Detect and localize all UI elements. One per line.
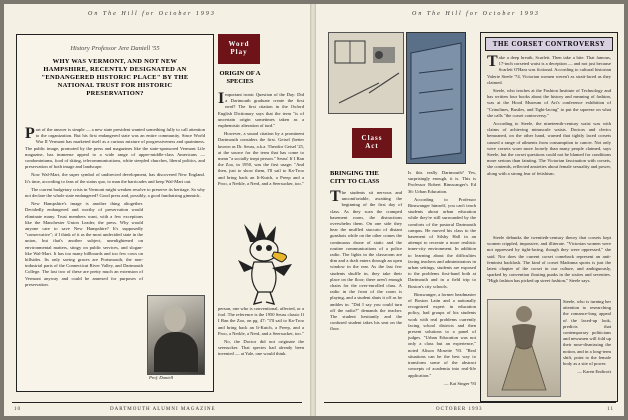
word-play-body [218,92,304,227]
class-act-dropcap: T [330,190,341,205]
word-play-tag [218,34,260,64]
left-page [4,4,310,416]
right-footer-rule [324,402,616,403]
left-footer-rule [12,402,302,403]
word-play-subtitle: ORIGIN OF A SPECIES [219,70,261,85]
corset-dropcap: T [487,55,498,70]
word-play-dropcap: I [218,92,225,107]
corset-story-box [480,32,618,402]
class-act-body [330,190,402,400]
corset-body [487,55,611,235]
corset-title: THE CORSET CONTROVERSY [485,37,613,51]
portrait-face [164,306,186,332]
portrait-body [154,332,198,372]
class-act-tag-line: Class [361,134,383,142]
word-play-paragraph: mportant ironic Question of the Day: Did a Dartmouth graduate create the first nerd? The first citation in the Oxford English Dictionary says that the term "is of uncertain origin sometimes taken as a euphemistic alteration of turd." [218,92,304,129]
blue-sketch-illustration [406,32,466,164]
corset-paragraph: ake a deep breath, Scarlett. Then take a bite. That famous, 17-inch corseted waist is a deception — and not just because Scarlett O'Hara was fictional. According to cultural historian Valerie Steele '74, Victorian women weren't as strait-laced as they claimed. [487,55,611,85]
left-folio: 10 [14,407,21,412]
creature-body [252,262,276,292]
class-act-subtitle: BRINGING THE CITY TO CLASS [330,170,380,185]
preservation-paragraph: Now Wal-Mart, the super symbol of undirected development, has discovered New England. It's time, according to fans of the status quo, to man the barricades and keep Wal-Mart out. [25,172,205,184]
right-folio: 11 [607,407,614,412]
cartoon-creature-illustration [236,222,310,306]
class-act-tag-line: Act [365,142,379,150]
corset-photo [487,299,561,397]
right-page [316,4,624,416]
blue-sketch-icon [407,33,465,163]
class-act-paragraph: he students sit nervous and uncomfortable, awaiting the beginning of the first day of class. As they scan the cramped basement room, the distractions overwhelm them. On one side they hear the muffled staccato of distant gunshots while on the other comes the continuous drone of static and the routine communications of a police radio. The lights in the classroom are dim and a draft enters through an open window in the rear. As the last few students shuffle in, they take their place on the floor; there aren't enough chairs for the over-enrolled class. A radio in the front of the room is playing, and a student shuts it off as he ambles in. "Did I say you could turn off the radio?" demands the teacher. The student hesitantly and the confused student takes his seat on the floor. [330,190,402,332]
word-play-paragraph: No, the Doctor did not originate the seersucker. That species had already been invented — at Yale, one would think. [218,339,304,357]
creature-legs [254,292,274,304]
photo-caption: Prof. Daniell [149,375,174,380]
corset-paragraph: Steele, who teaches at the Fashion Institute of Technology and has written four books about the history and meaning of fashion, was at the Hood Museum of Art's conference exhibition of "Crinolines, Bustles, and Tight-lacing" to put the squeeze on what she calls "the corset controversy." [487,88,611,118]
left-magazine-name: DARTMOUTH ALUMNI MAGAZINE [110,407,216,412]
word-play-tag-line: Play [230,48,248,56]
corset-figure-icon [488,300,560,396]
classroom-drawing [328,32,404,114]
corset-paragraph: Steele debunks the twentieth-century theory that corsets kept women crippled, impassive, and illiterate. "Victorian women were not oppressed by tight-lacing, though they were oppressed," she said. Nor does the current corset comeback represent an anti-feminist backlash. The kind of corset Madonna sports is just the latest chapter of the corset in our culture, and ambiguously, sparked by convention flouting punks in the sixties and seventies. "High fashion has picked up street fashion," Steele says. [487,235,611,284]
preservation-deck: WHY WAS VERMONT, AND NOT NEW HAMPSHIRE, RECENTLY DESIGNATED AN "ENDANGERED HISTORIC PLACE" BY THE NATIONAL TRUST FOR HISTORIC PRESERVATION? [41,58,189,97]
class-act-byline: — Kai Singer '93 [443,380,476,386]
word-play-paragraph: However, a sound citation by a prominent Dartmouth considers the first. Geisel (better known as Dr. Seuss, a.k.a. Theodor Geisel '25, at the source for the term that has come to mean "a socially inept person." Seuss' If I Ran the Zoo, in 1950, was the first usage: "And then, just to show them, I'll sail to Ka-Troo and bring back an It-Kutch, a Preep and a Proo, a Nerkle, a Nerd, and a Seersucker, too." [218,131,304,186]
left-running-head: On The Hill for October 1993 [88,11,216,17]
class-act-tag [352,128,392,158]
creature-beak [272,252,287,262]
preservation-paragraph: art of the answer is simple — a new state president wanted something fully to call attention to the organization. But his first endangered state was an entire community. Since World War II Vermont has marketed itself as a curious mixture of progressiveness and quaintness. The public image, promoted by the press and magazines like the state-sponsored Vermont Life magazine, has immense appeal to a wide range of upper-middle-class Americans — condominiums, food of skiing, telecommunications, white steepled churches, liberal politics, and preservation of both image and landscape. [25,127,205,170]
sketch-lines [339,73,399,103]
classroom-sketch-icon [329,33,403,113]
class-act-body-col2 [408,170,476,402]
corset-paragraph: Steele, who is turning her attention to researching the romance-long appeal of the laced-up look, predicts that contemporary politicians and newsmen will fold up their nose-dismissing the notion, and in a long-term shift, point to the female body as a site of power. [563,299,611,367]
creature-eye-right [266,245,272,251]
class-act-paragraph: According to Professor Binswanger himself, you can't teach students about urban education while they're still surrounded by the comforts of the pastoral Dartmouth campus. He moved his class to the basement of Silsby Hall in an attempt to recreate a more realistic inner-city environment. In addition to learning about the difficulties facing teachers and administrators in urban settings, students are exposed to the problems first-hand both at Dartmouth and in a field trip to Boston's city schools. [408,196,476,289]
corset-body-mid [487,235,611,295]
word-play-tag-line: Word [228,40,250,48]
class-act-paragraph: Is this really Dartmouth? Yes, surprisingly enough, it is. This is Professor Robert Binswanger's Ed 36: Urban Education. [408,170,476,194]
word-play-paragraph: person, one who is conventional, affected, or a fool. The reference is the 1950 Seuss classic If I Ran the Zoo, on pg. 47: "I'll sail to Ka-Troo and bring back an It-Kutch, a Preep, and a Proo, a Nerkle, a Nerd, and a Seersucker, too." [218,306,304,336]
preservation-paragraph: The current budgetary crisis in Vermont might weaken resolve to preserve its heritage. So why not declare the whole state endangered? Good press and, possibly, a good fundraising gimmick. [25,186,205,199]
corset-byline: — Karen Endicott [577,369,611,375]
word-play-body-lower [218,306,304,390]
corset-paragraph: According to Steele, the nineteenth-century waist was with claims of achieving minuscule waists. Doctors and clerics bemoaned, on the other hand, warned that tightly laced corsets caused a range of ailments from consumption to cancer. Not only were corsets worn more loosely than many people claimed, says Steele, but the corset questions could not be blamed for conditions more serious than fainting. The Victorian fascination with corsets, she contends, reflected anxieties about female sexuality and power, along with a strong fear of fetishism. [487,121,611,176]
preservation-dropcap: P [25,125,35,142]
preservation-body [25,127,205,290]
professor-photo [147,295,205,375]
preservation-kicker: History Professor Jere Daniell '55 [70,45,160,52]
preservation-paragraph: New Hampshire's image is another thing altogether. Decidedly endangered and worthy of preservation would eliminate many. Trust members want, with a few exceptions like the Manchester Union Leader, the press. Why would anyone care to save New Hampshire? It's supposedly "conservative"; if I think of it as the most undecided state in the union, but that's another subject, unenlightened on environmental matters, stingy on public services, and slogan-like Wal-Mart. It has too many billboards and too few cows on hillsides. Its only saving graces are Portsmouth, the non-industrial parts of the Connecticut River Valley, and Dartmouth College. The last two of these are pretty much an extension of Vermont anyway and could be annexed for purposes of preservation. [25,201,143,287]
creature-eye-left [256,245,262,251]
corset-body-side [563,299,611,395]
right-running-head: On The Hill for October 1993 [412,11,540,17]
class-act-paragraph: Binswanger, a former headmaster of Boston Latin and a nationally recognized expert in education policy, had groups of his students work with real problems currently facing school districts and then present solutions to a panel of judges. "Urban Education was not only a class but an experience," noted Alison Mosette '93. "Real situations can be the best way to transform some of the abstract concepts of academia into real-life application." [408,291,476,378]
preservation-story-box [16,34,214,392]
right-folio-date: OCTOBER 1993 [436,407,483,412]
